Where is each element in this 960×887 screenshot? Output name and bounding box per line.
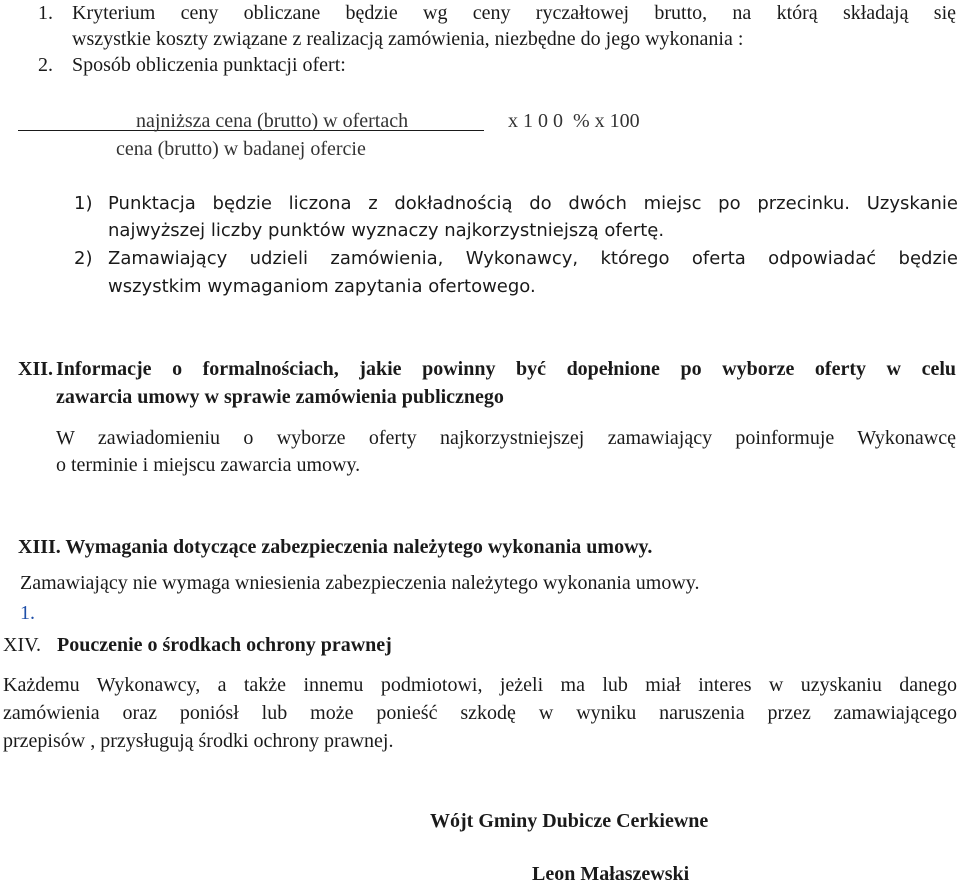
section-heading: XIII. Wymagania dotyczące zabezpieczenia należytego wykonania umowy. [18,536,653,558]
note-1-line-2: najwyższej liczby punktów wyznaczy najkorzystniejszą ofertę. [108,220,665,241]
note-2-line-2: wszystkim wymaganiom zapytania ofertowego. [108,276,536,297]
signature-title: Wójt Gminy Dubicze Cerkiewne [430,810,709,832]
signature-name: Leon Małaszewski [532,863,690,885]
section-body-line-2: zamówienia oraz poniósł lub może ponieść szkodę w wyniku naruszenia przez zamawiającego [3,702,957,724]
criteria-item-1-line-1: Kryterium ceny obliczane będzie wg ceny ryczałtowej brutto, na którą składają się [72,2,956,24]
note-1-line-1: Punktacja będzie liczona z dokładnością do dwóch miejsc po przecinku. Uzyskanie [108,193,958,214]
criteria-item-2-text: Sposób obliczenia punktacji ofert: [72,54,346,76]
note-number: 2) [74,248,93,269]
list-number: 2. [38,54,53,76]
formula-multiplier: x 1 0 0 % x 100 [508,110,640,132]
section-heading: Pouczenie o środkach ochrony prawnej [57,634,392,656]
section-body-line-1: Każdemu Wykonawcy, a także innemu podmiotowi, jeżeli ma lub miał interes w uzyskaniu danego [3,674,957,696]
formula-denominator: cena (brutto) w badanej ofercie [116,138,366,160]
section-body-line-2: o terminie i miejscu zawarcia umowy. [56,454,361,476]
section-number: XIV. [3,634,41,656]
list-number: 1. [38,2,53,24]
formula-numerator: najniższa cena (brutto) w ofertach [136,110,409,132]
section-heading-line-1: Informacje o formalnościach, jakie powinny być dopełnione po wyborze oferty w celu [56,358,956,380]
section-number: XII. [18,358,54,380]
note-number: 1) [74,193,93,214]
section-body: Zamawiający nie wymaga wniesienia zabezpieczenia należytego wykonania umowy. [20,572,700,594]
section-body-line-3: przepisów , przysługują środki ochrony prawnej. [3,730,394,752]
section-body-line-1: W zawiadomieniu o wyborze oferty najkorzystniejszej zamawiający poinformuje Wykonawcę [56,427,956,449]
note-2-line-1: Zamawiający udzieli zamówienia, Wykonawcy, którego oferta odpowiadać będzie [108,248,958,269]
list-marker: 1. [20,602,35,624]
section-heading-line-2: zawarcia umowy w sprawie zamówienia publicznego [56,386,504,408]
criteria-item-1-line-2: wszystkie koszty związane z realizacją zamówienia, niezbędne do jego wykonania : [72,28,744,50]
